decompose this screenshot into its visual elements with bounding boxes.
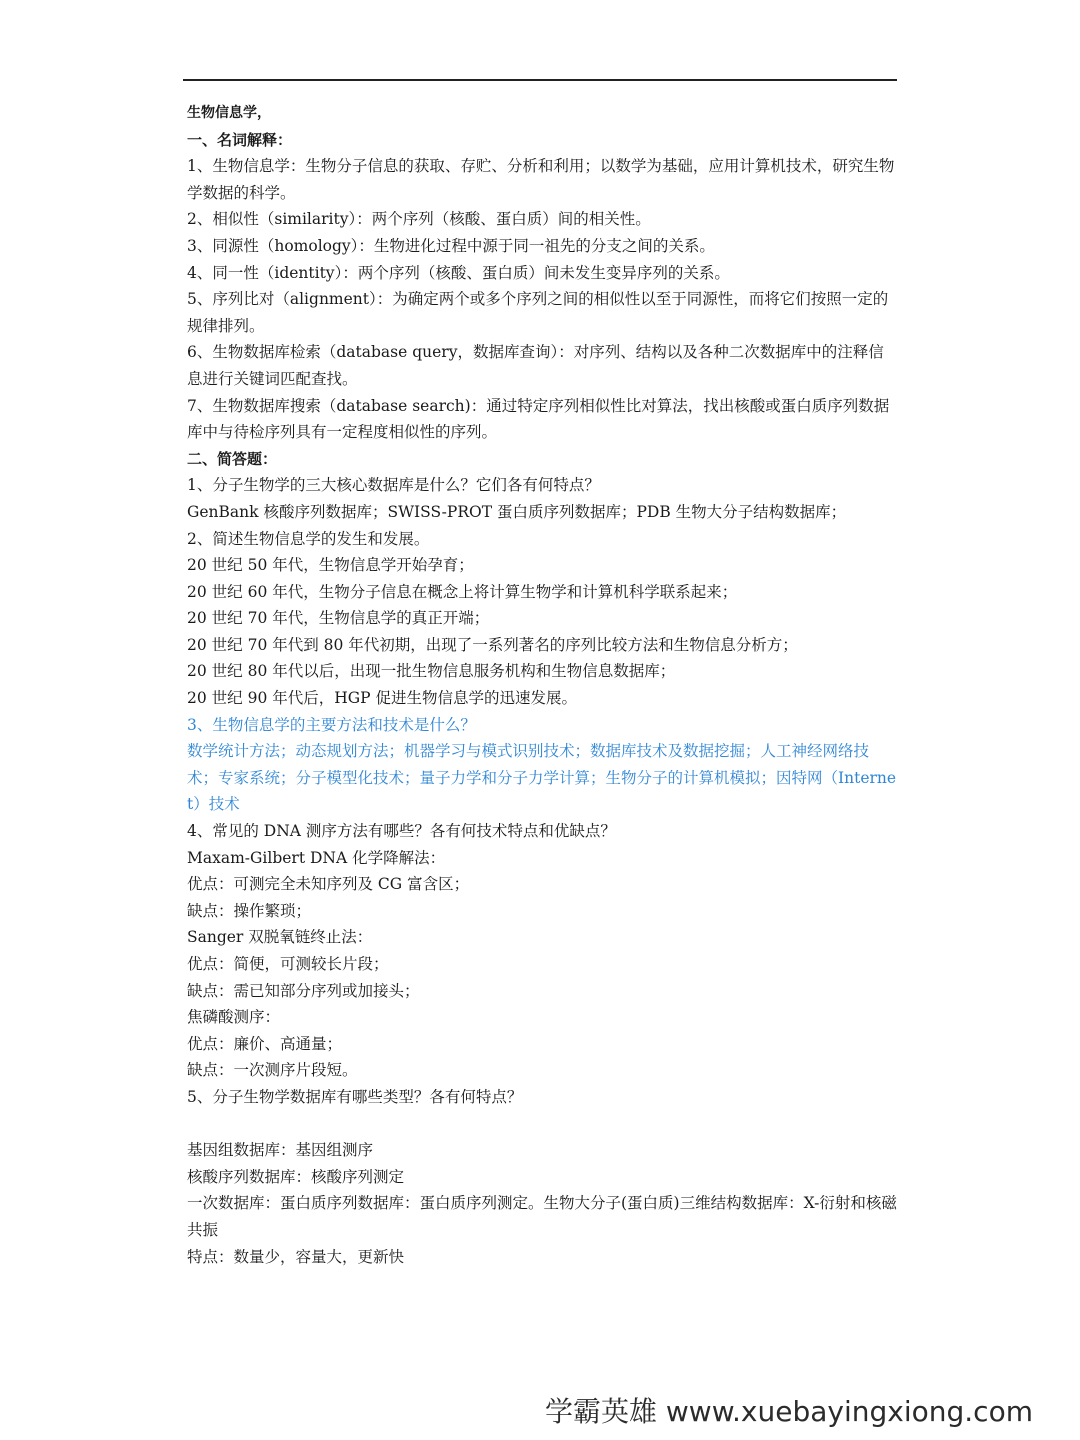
definition-item: 6、生物数据库检索（database query，数据库查询）：对序列、结构以及各种二次数据库中的注释信息进行关键词匹配查找。 [187, 343, 884, 388]
definition-item: 5、序列比对（alignment）：为确定两个或多个序列之间的相似性以至于同源性，而将它们按照一定的规律排列。 [187, 290, 889, 335]
answer-2-line: 20 世纪 80 年代以后，出现一批生物信息服务机构和生物信息数据库； [187, 662, 676, 681]
answer-4-line: 焦磷酸测序： [187, 1008, 281, 1027]
answer-4-line: 缺点：一次测序片段短。 [187, 1061, 358, 1080]
answer-5-line: 核酸序列数据库：核酸序列测定 [187, 1167, 405, 1186]
question-3-highlighted: 3、生物信息学的主要方法和技术是什么？ [187, 715, 476, 734]
answer-4-line: 优点：简便，可测较长片段； [187, 955, 389, 973]
answer-4-line: Maxam-Gilbert DNA 化学降解法： [187, 848, 446, 867]
definition-item: 1、生物信息学：生物分子信息的获取、存贮、分析和利用；以数学为基础，应用计算机技术，研究生物学数据的科学。 [187, 157, 895, 202]
blank-line [187, 1111, 897, 1138]
answer-2-line: 20 世纪 70 年代，生物信息学的真正开端； [187, 609, 490, 628]
answer-4-line: 缺点：操作繁琐； [187, 901, 312, 920]
answer-5-line: 一次数据库：蛋白质序列数据库：蛋白质序列测定。生物大分子(蛋白质)三维结构数据库：X-衍射和核磁共振 [187, 1194, 897, 1239]
answer-1: GenBank 核酸序列数据库；SWISS-PROT 蛋白质序列数据库；PDB 生物大分子结构数据库； [187, 502, 847, 521]
answer-2-line: 20 世纪 60 年代，生物分子信息在概念上将计算生物学和计算机科学联系起来； [187, 582, 738, 601]
document-title: 生物信息学， [187, 105, 271, 121]
answer-4-line: 优点：可测完全未知序列及 CG 富含区； [187, 875, 470, 894]
answer-4-line: 缺点：需已知部分序列或加接头； [187, 981, 420, 1000]
header-rule [183, 79, 897, 81]
answer-5-line: 基因组数据库：基因组测序 [187, 1141, 374, 1160]
question-1: 1、分子生物学的三大核心数据库是什么？它们各有何特点？ [187, 476, 600, 495]
question-5: 5、分子生物学数据库有哪些类型？各有何特点？ [187, 1087, 523, 1106]
definition-item: 4、同一性（identity）：两个序列（核酸、蛋白质）间未发生变异序列的关系。 [187, 263, 730, 282]
answer-4-line: 优点：廉价、高通量； [187, 1034, 343, 1053]
question-2: 2、简述生物信息学的发生和发展。 [187, 529, 430, 548]
site-watermark: 学霸英雄 www.xuebayingxiong.com [545, 1395, 1033, 1428]
answer-3-highlighted: 数学统计方法；动态规划方法；机器学习与模式识别技术；数据库技术及数据挖掘；人工神经网络技术；专家系统；分子模型化技术；量子力学和分子力学计算；生物分子的计算机模拟；因特网（Internet）技术 [187, 742, 897, 814]
section-heading-short-answers: 二、简答题： [187, 449, 278, 468]
answer-2-line: 20 世纪 70 年代到 80 年代初期，出现了一系列著名的序列比较方法和生物信息分析方； [187, 635, 798, 654]
answer-4-line: Sanger 双脱氧链终止法： [187, 928, 373, 947]
answer-5-line: 特点：数量少，容量大，更新快 [187, 1247, 405, 1266]
answer-2-line: 20 世纪 50 年代，生物信息学开始孕育； [187, 556, 474, 575]
question-4: 4、常见的 DNA 测序方法有哪些？各有何技术特点和优缺点？ [187, 822, 616, 841]
section-heading-definitions: 一、名词解释： [187, 130, 293, 149]
definition-item: 3、同源性（homology）：生物进化过程中源于同一祖先的分支之间的关系。 [187, 236, 715, 255]
definition-item: 7、生物数据库搜索（database search)：通过特定序列相似性比对算法，找出核酸或蛋白质序列数据库中与待检序列具有一定程度相似性的序列。 [187, 396, 890, 442]
definition-item: 2、相似性（similarity）：两个序列（核酸、蛋白质）间的相关性。 [187, 210, 651, 229]
document-body [187, 100, 897, 1270]
answer-2-line: 20 世纪 90 年代后，HGP 促进生物信息学的迅速发展。 [187, 689, 577, 708]
